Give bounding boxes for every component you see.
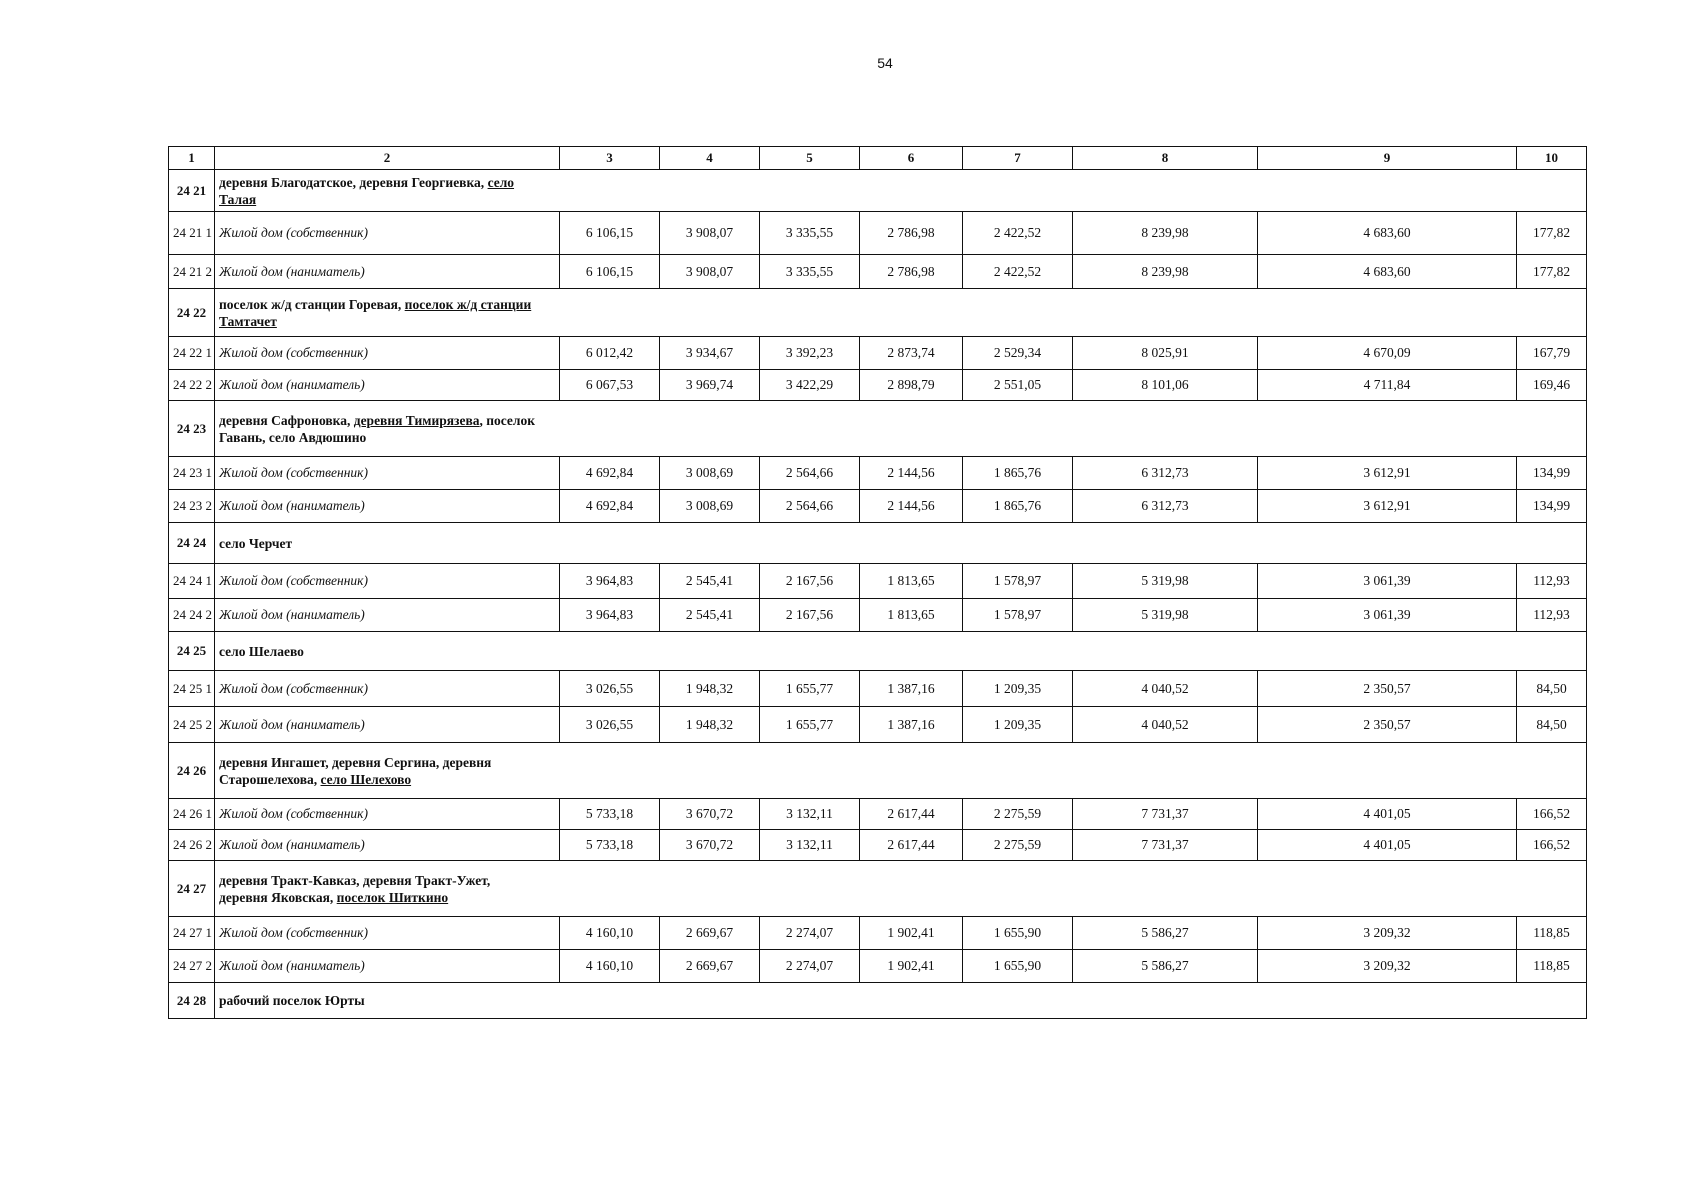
group-row	[169, 983, 1587, 1019]
table-row	[169, 671, 1587, 707]
value-cell-col-8: 8 239,98	[1073, 255, 1258, 289]
tariff-table	[168, 146, 1587, 1019]
value-cell-col-5: 1 655,77	[760, 671, 860, 707]
row-code: 24 23 1	[169, 457, 215, 490]
value-cell-col-10: 118,85	[1517, 917, 1587, 950]
value-cell-col-7: 1 578,97	[963, 599, 1073, 632]
value-cell-col-7: 1 209,35	[963, 671, 1073, 707]
group-code: 24 28	[169, 983, 215, 1019]
value-cell-col-6: 2 144,56	[860, 490, 963, 523]
value-cell-col-10: 112,93	[1517, 599, 1587, 632]
value-cell-col-10: 112,93	[1517, 564, 1587, 599]
value-cell-col-5: 3 422,29	[760, 370, 860, 401]
value-cell-col-10: 118,85	[1517, 950, 1587, 983]
group-title	[215, 632, 1587, 671]
table-row	[169, 799, 1587, 830]
group-title-underlined: поселок ж/д станции Тамтачет	[219, 296, 532, 329]
group-row	[169, 632, 1587, 671]
value-cell-col-8: 8 025,91	[1073, 337, 1258, 370]
row-code: 24 24 1	[169, 564, 215, 599]
group-code: 24 23	[169, 401, 215, 457]
value-cell-col-6: 2 144,56	[860, 457, 963, 490]
group-code: 24 26	[169, 743, 215, 799]
col-header-7: 7	[963, 147, 1073, 170]
value-cell-col-3: 4 692,84	[560, 490, 660, 523]
group-title-text: село Черчет	[219, 535, 293, 551]
value-cell-col-6: 1 387,16	[860, 671, 963, 707]
row-name: Жилой дом (наниматель)	[215, 830, 560, 861]
value-cell-col-9: 3 209,32	[1258, 950, 1517, 983]
value-cell-col-3: 3 964,83	[560, 564, 660, 599]
value-cell-col-7: 1 578,97	[963, 564, 1073, 599]
group-title	[215, 861, 1587, 917]
value-cell-col-7: 1 209,35	[963, 707, 1073, 743]
group-title	[215, 523, 1587, 564]
value-cell-col-5: 3 132,11	[760, 830, 860, 861]
value-cell-col-8: 5 319,98	[1073, 564, 1258, 599]
row-code: 24 24 2	[169, 599, 215, 632]
value-cell-col-10: 134,99	[1517, 490, 1587, 523]
value-cell-col-3: 6 067,53	[560, 370, 660, 401]
group-title-text-after: , поселок Гавань, село Авдюшино	[219, 412, 536, 445]
value-cell-col-7: 1 865,76	[963, 457, 1073, 490]
group-title-text: деревня Сафроновка,	[219, 412, 354, 428]
value-cell-col-9: 3 061,39	[1258, 599, 1517, 632]
table-row	[169, 917, 1587, 950]
row-name: Жилой дом (наниматель)	[215, 370, 560, 401]
value-cell-col-6: 1 387,16	[860, 707, 963, 743]
value-cell-col-8: 4 040,52	[1073, 671, 1258, 707]
value-cell-col-8: 7 731,37	[1073, 830, 1258, 861]
value-cell-col-3: 3 026,55	[560, 707, 660, 743]
group-code: 24 22	[169, 289, 215, 337]
table-row	[169, 457, 1587, 490]
value-cell-col-5: 2 167,56	[760, 564, 860, 599]
value-cell-col-3: 5 733,18	[560, 799, 660, 830]
row-code: 24 22 2	[169, 370, 215, 401]
row-name: Жилой дом (наниматель)	[215, 707, 560, 743]
value-cell-col-8: 8 239,98	[1073, 212, 1258, 255]
row-name: Жилой дом (собственник)	[215, 799, 560, 830]
group-title-underlined: село Талая	[219, 174, 515, 207]
table-row	[169, 707, 1587, 743]
table-row	[169, 564, 1587, 599]
value-cell-col-7: 1 865,76	[963, 490, 1073, 523]
value-cell-col-9: 2 350,57	[1258, 671, 1517, 707]
value-cell-col-3: 6 106,15	[560, 212, 660, 255]
group-title-text: село Шелаево	[219, 643, 304, 659]
row-name: Жилой дом (собственник)	[215, 457, 560, 490]
group-title-text: деревня Благодатское, деревня Георгиевка,	[219, 174, 488, 190]
value-cell-col-7: 2 422,52	[963, 212, 1073, 255]
value-cell-col-8: 7 731,37	[1073, 799, 1258, 830]
row-code: 24 25 1	[169, 671, 215, 707]
group-row	[169, 401, 1587, 457]
value-cell-col-9: 4 670,09	[1258, 337, 1517, 370]
row-name: Жилой дом (собственник)	[215, 671, 560, 707]
table-row	[169, 490, 1587, 523]
value-cell-col-7: 2 551,05	[963, 370, 1073, 401]
group-row	[169, 523, 1587, 564]
value-cell-col-9: 4 683,60	[1258, 255, 1517, 289]
value-cell-col-5: 3 392,23	[760, 337, 860, 370]
group-row	[169, 743, 1587, 799]
row-code: 24 27 1	[169, 917, 215, 950]
value-cell-col-9: 4 711,84	[1258, 370, 1517, 401]
row-code: 24 21 1	[169, 212, 215, 255]
value-cell-col-5: 2 564,66	[760, 490, 860, 523]
value-cell-col-9: 3 612,91	[1258, 490, 1517, 523]
value-cell-col-9: 3 209,32	[1258, 917, 1517, 950]
value-cell-col-4: 3 670,72	[660, 799, 760, 830]
row-code: 24 26 1	[169, 799, 215, 830]
value-cell-col-8: 5 586,27	[1073, 917, 1258, 950]
value-cell-col-6: 1 902,41	[860, 917, 963, 950]
row-name: Жилой дом (собственник)	[215, 917, 560, 950]
row-name: Жилой дом (собственник)	[215, 212, 560, 255]
value-cell-col-4: 2 669,67	[660, 917, 760, 950]
table-row	[169, 370, 1587, 401]
table-row	[169, 830, 1587, 861]
value-cell-col-4: 1 948,32	[660, 707, 760, 743]
page-number: 54	[877, 55, 893, 71]
group-title	[215, 289, 1587, 337]
value-cell-col-9: 3 612,91	[1258, 457, 1517, 490]
value-cell-col-3: 4 160,10	[560, 917, 660, 950]
value-cell-col-6: 2 898,79	[860, 370, 963, 401]
row-code: 24 22 1	[169, 337, 215, 370]
table-row	[169, 212, 1587, 255]
group-title	[215, 170, 1587, 212]
value-cell-col-10: 84,50	[1517, 671, 1587, 707]
value-cell-col-9: 2 350,57	[1258, 707, 1517, 743]
header-row	[169, 147, 1587, 170]
value-cell-col-7: 2 422,52	[963, 255, 1073, 289]
value-cell-col-5: 1 655,77	[760, 707, 860, 743]
value-cell-col-6: 2 617,44	[860, 830, 963, 861]
table-row	[169, 255, 1587, 289]
value-cell-col-4: 2 545,41	[660, 599, 760, 632]
group-code: 24 27	[169, 861, 215, 917]
value-cell-col-6: 2 786,98	[860, 255, 963, 289]
group-title-text: деревня Ингашет, деревня Сергина, деревня Старошелехова,	[219, 754, 492, 787]
value-cell-col-6: 1 902,41	[860, 950, 963, 983]
group-title	[215, 401, 1587, 457]
row-code: 24 27 2	[169, 950, 215, 983]
group-code: 24 21	[169, 170, 215, 212]
value-cell-col-5: 2 564,66	[760, 457, 860, 490]
group-code: 24 24	[169, 523, 215, 564]
value-cell-col-4: 3 908,07	[660, 212, 760, 255]
col-header-10: 10	[1517, 147, 1587, 170]
value-cell-col-3: 6 012,42	[560, 337, 660, 370]
col-header-1: 1	[169, 147, 215, 170]
value-cell-col-9: 4 401,05	[1258, 799, 1517, 830]
value-cell-col-4: 3 934,67	[660, 337, 760, 370]
group-row	[169, 289, 1587, 337]
value-cell-col-3: 3 026,55	[560, 671, 660, 707]
value-cell-col-3: 5 733,18	[560, 830, 660, 861]
col-header-5: 5	[760, 147, 860, 170]
value-cell-col-8: 5 586,27	[1073, 950, 1258, 983]
value-cell-col-7: 2 275,59	[963, 830, 1073, 861]
value-cell-col-9: 4 401,05	[1258, 830, 1517, 861]
col-header-2: 2	[215, 147, 560, 170]
value-cell-col-4: 3 670,72	[660, 830, 760, 861]
group-code: 24 25	[169, 632, 215, 671]
group-row	[169, 170, 1587, 212]
row-name: Жилой дом (собственник)	[215, 337, 560, 370]
row-name: Жилой дом (наниматель)	[215, 599, 560, 632]
value-cell-col-10: 166,52	[1517, 830, 1587, 861]
value-cell-col-10: 169,46	[1517, 370, 1587, 401]
value-cell-col-4: 3 908,07	[660, 255, 760, 289]
value-cell-col-5: 2 167,56	[760, 599, 860, 632]
table-row	[169, 337, 1587, 370]
row-name: Жилой дом (наниматель)	[215, 490, 560, 523]
value-cell-col-5: 3 132,11	[760, 799, 860, 830]
col-header-9: 9	[1258, 147, 1517, 170]
value-cell-col-6: 2 873,74	[860, 337, 963, 370]
value-cell-col-6: 2 786,98	[860, 212, 963, 255]
value-cell-col-9: 4 683,60	[1258, 212, 1517, 255]
value-cell-col-9: 3 061,39	[1258, 564, 1517, 599]
group-title-text: деревня Тракт-Кавказ, деревня Тракт-Ужет, деревня Яковская,	[219, 872, 491, 905]
row-name: Жилой дом (наниматель)	[215, 255, 560, 289]
value-cell-col-4: 2 669,67	[660, 950, 760, 983]
value-cell-col-10: 177,82	[1517, 255, 1587, 289]
group-row	[169, 861, 1587, 917]
col-header-4: 4	[660, 147, 760, 170]
row-code: 24 25 2	[169, 707, 215, 743]
value-cell-col-7: 1 655,90	[963, 950, 1073, 983]
value-cell-col-3: 6 106,15	[560, 255, 660, 289]
value-cell-col-8: 6 312,73	[1073, 457, 1258, 490]
value-cell-col-4: 2 545,41	[660, 564, 760, 599]
value-cell-col-5: 2 274,07	[760, 917, 860, 950]
value-cell-col-6: 1 813,65	[860, 599, 963, 632]
value-cell-col-7: 2 529,34	[963, 337, 1073, 370]
row-code: 24 26 2	[169, 830, 215, 861]
value-cell-col-10: 166,52	[1517, 799, 1587, 830]
group-title	[215, 983, 1587, 1019]
value-cell-col-5: 2 274,07	[760, 950, 860, 983]
value-cell-col-4: 1 948,32	[660, 671, 760, 707]
value-cell-col-10: 167,79	[1517, 337, 1587, 370]
group-title-text: поселок ж/д станции Горевая,	[219, 296, 405, 312]
value-cell-col-4: 3 008,69	[660, 490, 760, 523]
row-name: Жилой дом (наниматель)	[215, 950, 560, 983]
row-name: Жилой дом (собственник)	[215, 564, 560, 599]
value-cell-col-7: 1 655,90	[963, 917, 1073, 950]
row-code: 24 23 2	[169, 490, 215, 523]
value-cell-col-8: 4 040,52	[1073, 707, 1258, 743]
value-cell-col-3: 4 692,84	[560, 457, 660, 490]
value-cell-col-6: 2 617,44	[860, 799, 963, 830]
value-cell-col-3: 4 160,10	[560, 950, 660, 983]
value-cell-col-8: 6 312,73	[1073, 490, 1258, 523]
value-cell-col-8: 5 319,98	[1073, 599, 1258, 632]
value-cell-col-7: 2 275,59	[963, 799, 1073, 830]
value-cell-col-5: 3 335,55	[760, 255, 860, 289]
value-cell-col-4: 3 008,69	[660, 457, 760, 490]
value-cell-col-5: 3 335,55	[760, 212, 860, 255]
value-cell-col-3: 3 964,83	[560, 599, 660, 632]
group-title-text: рабочий поселок Юрты	[219, 993, 365, 1008]
col-header-3: 3	[560, 147, 660, 170]
group-title	[215, 743, 1587, 799]
table-row	[169, 599, 1587, 632]
value-cell-col-6: 1 813,65	[860, 564, 963, 599]
value-cell-col-4: 3 969,74	[660, 370, 760, 401]
value-cell-col-10: 84,50	[1517, 707, 1587, 743]
value-cell-col-10: 177,82	[1517, 212, 1587, 255]
group-title-underlined: деревня Тимирязева	[353, 412, 480, 428]
col-header-6: 6	[860, 147, 963, 170]
row-code: 24 21 2	[169, 255, 215, 289]
value-cell-col-10: 134,99	[1517, 457, 1587, 490]
group-title-underlined: поселок Шиткино	[336, 889, 449, 905]
table-body	[169, 170, 1587, 1019]
table-row	[169, 950, 1587, 983]
group-title-underlined: село Шелехово	[320, 771, 412, 787]
col-header-8: 8	[1073, 147, 1258, 170]
value-cell-col-8: 8 101,06	[1073, 370, 1258, 401]
